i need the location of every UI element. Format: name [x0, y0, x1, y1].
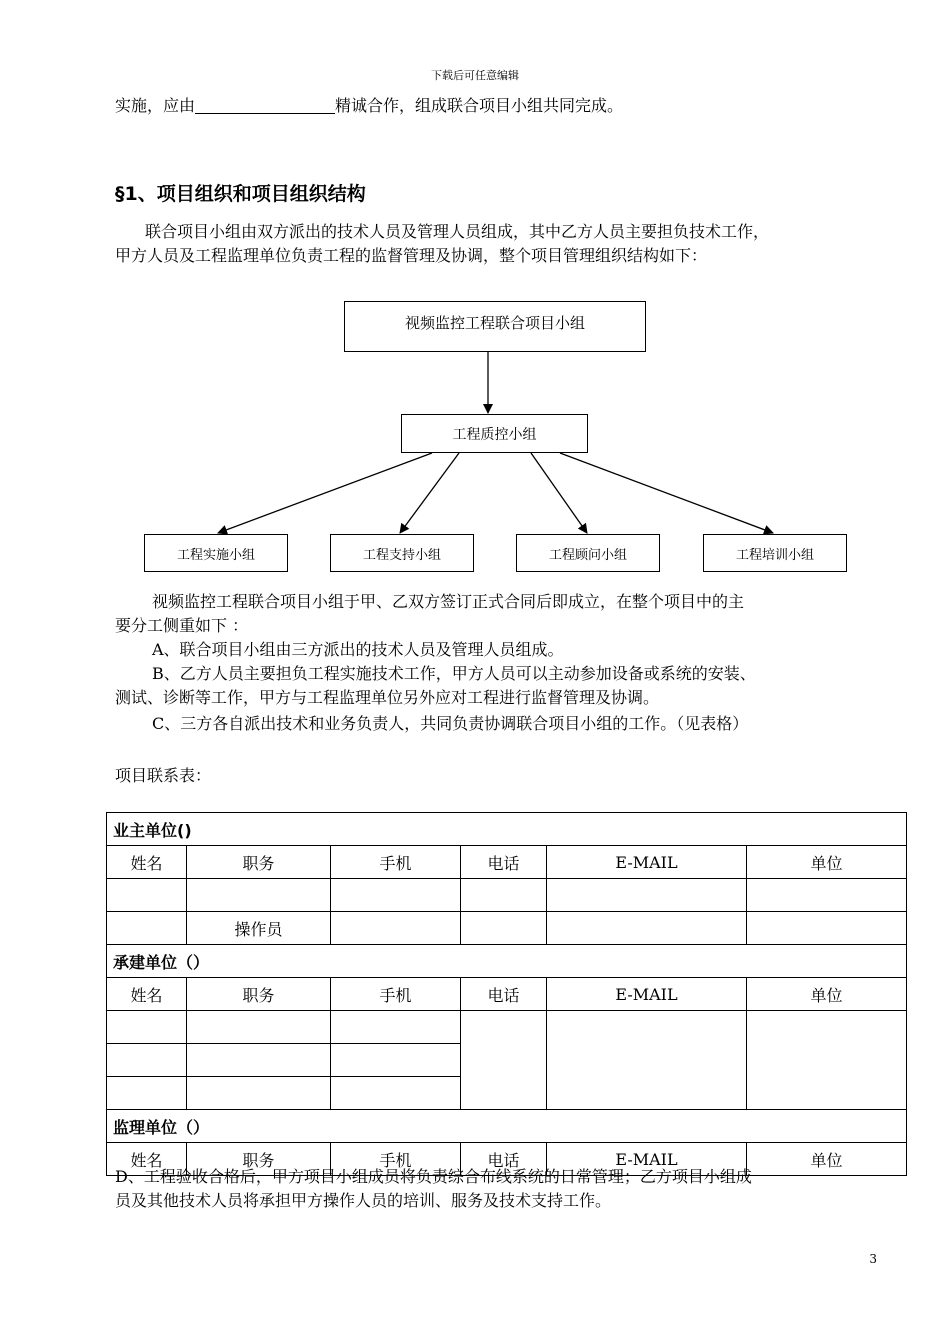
owner-section-row: [107, 813, 907, 846]
table-row: [107, 879, 907, 912]
table-cell: [107, 912, 187, 945]
item-c: C、三方各自派出技术和业务负责人，共同负责协调联合项目小组的工作。（见表格）: [152, 714, 749, 733]
table-cell: [331, 1077, 461, 1110]
supervisor-section-row: [107, 1110, 907, 1143]
org-middle-box: 工程质控小组: [401, 414, 588, 453]
page-number: 3: [869, 1252, 877, 1266]
header-phone: 电话: [461, 1143, 547, 1176]
org-top-box: 视频监控工程联合项目小组: [344, 301, 646, 352]
header-phone: 电话: [461, 978, 547, 1011]
table-cell: [747, 879, 907, 912]
item-d-line2: 员及其他技术人员将承担甲方操作人员的培训、服务及技术支持工作。: [115, 1191, 612, 1210]
header-email: E-MAIL: [547, 1143, 747, 1176]
table-cell-merged: [461, 1011, 547, 1110]
header-position: 职务: [187, 1143, 331, 1176]
header-position: 职务: [187, 846, 331, 879]
header-phone: 电话: [461, 846, 547, 879]
item-d-line1: D、工程验收合格后，甲方项目小组成员将负责综合布线系统的日常管理；乙方项目小组成: [115, 1167, 752, 1186]
contractor-header-row: [107, 978, 907, 1011]
table-cell-merged: [547, 1011, 747, 1110]
supervisor-section-title: 监理单位（）: [107, 1110, 907, 1143]
arrow-to-support: [400, 453, 459, 533]
arrow-to-implementation: [218, 453, 432, 533]
org-box-support: 工程支持小组: [330, 534, 474, 572]
operator-cell: 操作员: [187, 912, 331, 945]
org-box-implementation: 工程实施小组: [144, 534, 288, 572]
table-cell: [547, 879, 747, 912]
contractor-section-row: [107, 945, 907, 978]
header-mobile: 手机: [331, 978, 461, 1011]
section-heading: §1、项目组织和项目组织结构: [115, 183, 366, 205]
header-name: 姓名: [107, 1143, 187, 1176]
table-cell: [107, 1044, 187, 1077]
table-cell: [187, 1077, 331, 1110]
header-note: 下载后可任意编辑: [431, 69, 519, 82]
para2-line2: 要分工侧重如下 ：: [115, 616, 249, 635]
owner-header-row: [107, 846, 907, 879]
table-cell: [107, 1011, 187, 1044]
owner-section-title: 业主单位(): [107, 813, 907, 846]
arrow-to-consulting: [531, 453, 587, 533]
table-row: [107, 912, 907, 945]
intro-text-before: 实施，应由: [115, 96, 196, 115]
table-caption: 项目联系表：: [115, 766, 212, 785]
org-box-training: 工程培训小组: [703, 534, 847, 572]
header-mobile: 手机: [331, 1143, 461, 1176]
table-cell: [747, 912, 907, 945]
table-cell: [187, 879, 331, 912]
header-unit: 单位: [747, 1143, 907, 1176]
table-cell-merged: [747, 1011, 907, 1110]
org-chart-connectors: [0, 0, 950, 600]
header-unit: 单位: [747, 846, 907, 879]
header-name: 姓名: [107, 846, 187, 879]
table-cell: [331, 1011, 461, 1044]
table-cell: [331, 879, 461, 912]
org-box-consulting: 工程顾问小组: [516, 534, 660, 572]
header-position: 职务: [187, 978, 331, 1011]
table-cell: [331, 1044, 461, 1077]
contractor-section-title: 承建单位（）: [107, 945, 907, 978]
header-email: E-MAIL: [547, 846, 747, 879]
table-row: [107, 1011, 907, 1044]
table-cell: [187, 1011, 331, 1044]
table-cell: [461, 879, 547, 912]
table-cell: [107, 1077, 187, 1110]
contact-table: [106, 812, 907, 1176]
table-cell: [331, 912, 461, 945]
table-cell: [547, 912, 747, 945]
para2-line1: 视频监控工程联合项目小组于甲、乙双方签订正式合同后即成立，在整个项目中的主: [152, 592, 745, 611]
item-b-line2: 测试、诊断等工作，甲方与工程监理单位另外应对工程进行监督管理及协调。: [115, 688, 660, 707]
header-name: 姓名: [107, 978, 187, 1011]
intro-text-after: 精诚合作，组成联合项目小组共同完成。: [335, 96, 624, 115]
item-b-line1: B、乙方人员主要担负工程实施技术工作，甲方人员可以主动参加设备或系统的安装、: [152, 664, 756, 683]
para1-line1: 联合项目小组由双方派出的技术人员及管理人员组成，其中乙方人员主要担负技术工作，: [145, 222, 770, 241]
header-unit: 单位: [747, 978, 907, 1011]
header-email: E-MAIL: [547, 978, 747, 1011]
item-a: A、联合项目小组由三方派出的技术人员及管理人员组成。: [152, 640, 564, 659]
header-mobile: 手机: [331, 846, 461, 879]
para1-line2: 甲方人员及工程监理单位负责工程的监督管理及协调，整个项目管理组织结构如下：: [115, 246, 708, 265]
table-cell: [187, 1044, 331, 1077]
table-cell: [461, 912, 547, 945]
arrow-to-training: [560, 453, 773, 533]
table-cell: [107, 879, 187, 912]
